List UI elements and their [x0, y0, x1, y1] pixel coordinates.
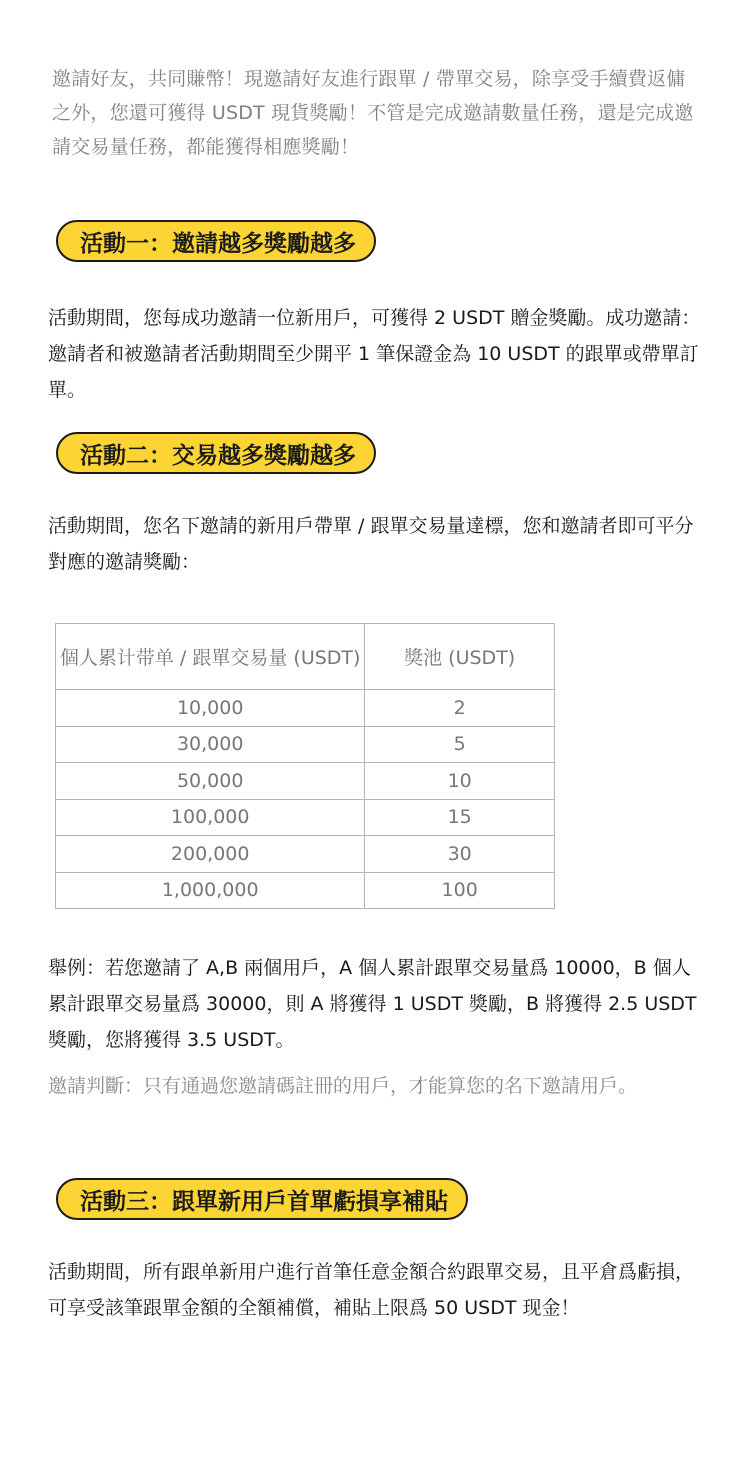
table-cell-volume: 30,000: [56, 726, 365, 763]
table-cell-volume: 1,000,000: [56, 872, 365, 909]
table-cell-volume: 50,000: [56, 763, 365, 800]
table-cell-volume: 100,000: [56, 799, 365, 836]
table-row: [56, 799, 555, 836]
table-cell-volume: 10,000: [56, 690, 365, 727]
table-row: [56, 836, 555, 873]
table-header-pool: 獎池 (USDT): [365, 624, 555, 690]
table-row: [56, 763, 555, 800]
activity2-title-badge: 活動二：交易越多獎勵越多: [56, 432, 376, 474]
table-header-row: [56, 624, 555, 690]
table-cell-pool: 5: [365, 726, 555, 763]
reward-table: [55, 623, 555, 909]
activity3-body: 活動期間，所有跟单新用户進行首筆任意金額合約跟單交易，且平倉爲虧損，可享受該筆跟單金額的全額補償，補貼上限爲 50 USDT 现金！: [48, 1261, 695, 1319]
activity2-example: 舉例：若您邀請了 A,B 兩個用戶，A 個人累計跟單交易量爲 10000，B 個人累計跟單交易量爲 30000，則 A 將獲得 1 USDT 獎勵，B 將獲得 2.5 USDT 獎勵，您將獲得 3.5 USDT。: [48, 957, 697, 1051]
table-cell-pool: 100: [365, 872, 555, 909]
table-header-volume: 個人累计带单 / 跟單交易量 (USDT): [56, 624, 365, 690]
activity2-note: 邀請判斷：只有通過您邀請碼註冊的用戶，才能算您的名下邀請用戶。: [48, 1075, 638, 1097]
table-cell-pool: 15: [365, 799, 555, 836]
activity3-title-badge: 活動三：跟單新用戶首單虧損享補貼: [56, 1178, 468, 1220]
table-cell-pool: 10: [365, 763, 555, 800]
activity2-body: 活動期間，您名下邀請的新用戶帶單 / 跟單交易量達標，您和邀請者即可平分對應的邀請獎勵：: [48, 515, 694, 573]
table-cell-pool: 2: [365, 690, 555, 727]
table-row: [56, 872, 555, 909]
table-row: [56, 690, 555, 727]
table-cell-pool: 30: [365, 836, 555, 873]
activity1-title-badge: 活動一：邀請越多獎勵越多: [56, 220, 376, 262]
table-cell-volume: 200,000: [56, 836, 365, 873]
table-row: [56, 726, 555, 763]
activity1-body: 活動期間，您每成功邀請一位新用戶，可獲得 2 USDT 贈金獎勵。成功邀請：邀請者和被邀請者活動期間至少開平 1 筆保證金為 10 USDT 的跟單或帶單訂單。: [48, 307, 701, 401]
intro-text: 邀請好友，共同賺幣！現邀請好友進行跟單 / 帶單交易，除享受手續費返傭之外，您還可獲得 USDT 現貨獎勵！不管是完成邀請數量任務，還是完成邀請交易量任務，都能獲得相應獎勵！: [52, 68, 694, 158]
